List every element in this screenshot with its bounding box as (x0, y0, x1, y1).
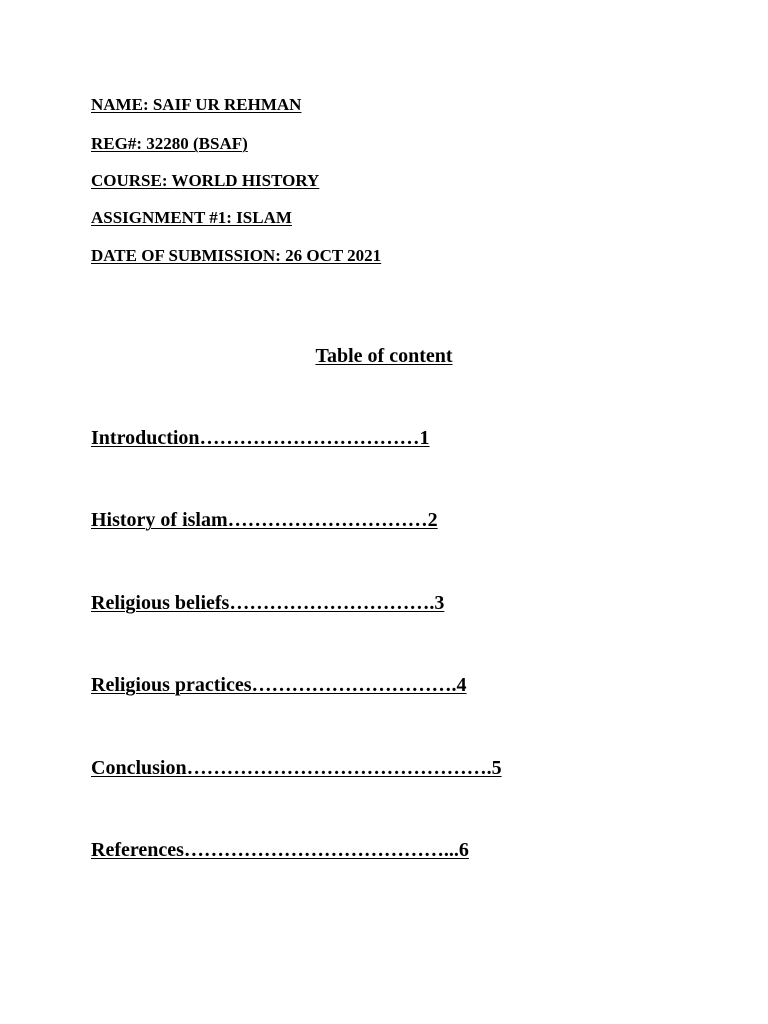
toc-heading (0, 345, 768, 368)
toc-entry-references: References…………………………………...6 (91, 839, 469, 861)
toc-entry-introduction: Introduction……………………………1 (91, 427, 430, 449)
assignment-title: ASSIGNMENT #1: ISLAM (91, 208, 292, 227)
toc-entry-conclusion: Conclusion……………………………………….5 (91, 757, 502, 779)
toc-entry-history: History of islam…………………………2 (91, 509, 438, 531)
submission-date: DATE OF SUBMISSION: 26 OCT 2021 (91, 246, 382, 265)
toc-entry-beliefs: Religious beliefs………………………….3 (91, 592, 445, 614)
student-name: NAME: SAIF UR REHMAN (91, 95, 302, 114)
course-name: COURSE: WORLD HISTORY (91, 171, 320, 190)
toc-heading-text: Table of content (315, 345, 453, 367)
toc-entry-practices: Religious practices………………………….4 (91, 674, 467, 696)
registration-number: REG#: 32280 (BSAF) (91, 134, 248, 153)
